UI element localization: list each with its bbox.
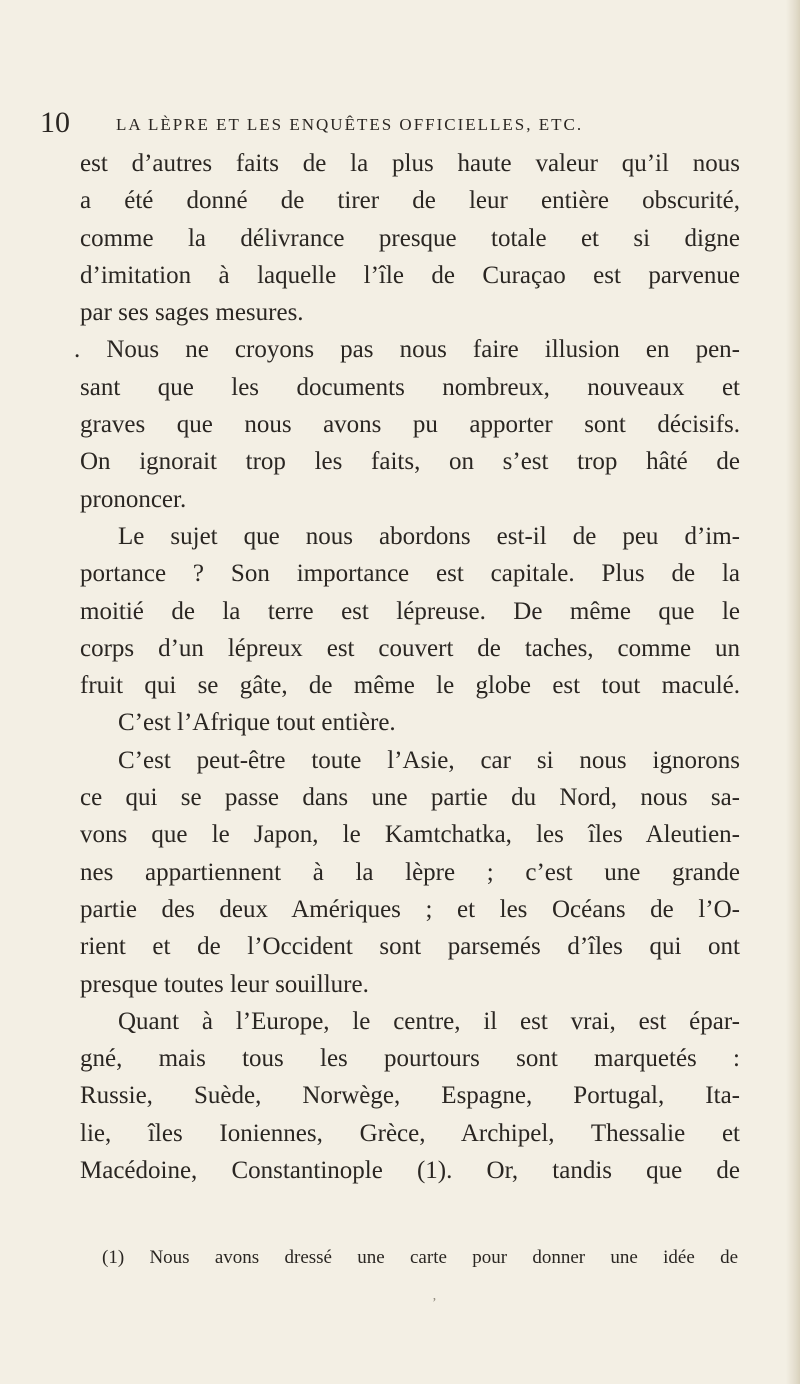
footnote: (1) Nous avons dressé une carte pour donner une idée de <box>102 1247 738 1268</box>
text-line: presque toutes leur souillure. <box>80 970 369 998</box>
page-edge-shadow <box>786 0 800 1384</box>
text-line: moitié de la terre est lépreuse. De même que le <box>80 597 740 625</box>
text-line: fruit qui se gâte, de même le globe est tout maculé. <box>80 672 740 700</box>
text-line: . Nous ne croyons pas nous faire illusion en pen- <box>74 336 740 364</box>
text-line: C’est peut-être toute l’Asie, car si nous ignorons <box>118 746 740 774</box>
text-line: par ses sages mesures. <box>80 299 304 327</box>
text-line: comme la délivrance presque totale et si digne <box>80 224 740 252</box>
text-line: corps d’un lépreux est couvert de taches, comme un <box>80 634 740 662</box>
text-line: C’est l’Afrique tout entière. <box>118 709 396 737</box>
text-line: Quant à l’Europe, le centre, il est vrai, est épar- <box>118 1007 740 1035</box>
text-line: vons que le Japon, le Kamtchatka, les îles Aleutien- <box>80 821 740 849</box>
text-line: est d’autres faits de la plus haute valeur qu’il nous <box>80 150 740 177</box>
text-line: gné, mais tous les pourtours sont marquetés : <box>80 1045 740 1073</box>
text-line: Macédoine, Constantinople (1). Or, tandis que de <box>80 1157 740 1185</box>
text-line: On ignorait trop les faits, on s’est trop hâté de <box>80 448 740 476</box>
page-header <box>40 108 760 138</box>
text-line: Russie, Suède, Norwège, Espagne, Portugal, Ita- <box>80 1082 740 1110</box>
text-line: nes appartiennent à la lèpre ; c’est une grande <box>80 858 740 886</box>
ink-mark: ʼ <box>432 1296 437 1311</box>
text-line: sant que les documents nombreux, nouveaux et <box>80 373 740 401</box>
text-line: a été donné de tirer de leur entière obscurité, <box>80 187 740 215</box>
text-line: lie, îles Ioniennes, Grèce, Archipel, Thessalie et <box>80 1119 740 1147</box>
text-line: Le sujet que nous abordons est-il de peu d’im- <box>118 522 740 550</box>
body-text <box>74 145 740 1189</box>
text-line: rient et de l’Occident sont parsemés d’îles qui ont <box>80 933 740 961</box>
text-line: prononcer. <box>80 485 187 513</box>
text-line: partie des deux Amériques ; et les Océans de l’O- <box>80 895 740 923</box>
page-number: 10 <box>40 106 70 139</box>
text-line: graves que nous avons pu apporter sont décisifs. <box>80 411 740 439</box>
text-line: ce qui se passe dans une partie du Nord, nous sa- <box>80 784 740 812</box>
text-line: d’imitation à laquelle l’île de Curaçao est parvenue <box>80 261 740 289</box>
text-line: portance ? Son importance est capitale. Plus de la <box>80 560 740 588</box>
running-head: LA LÈPRE ET LES ENQUÊTES OFFICIELLES, ETC. <box>116 115 584 134</box>
